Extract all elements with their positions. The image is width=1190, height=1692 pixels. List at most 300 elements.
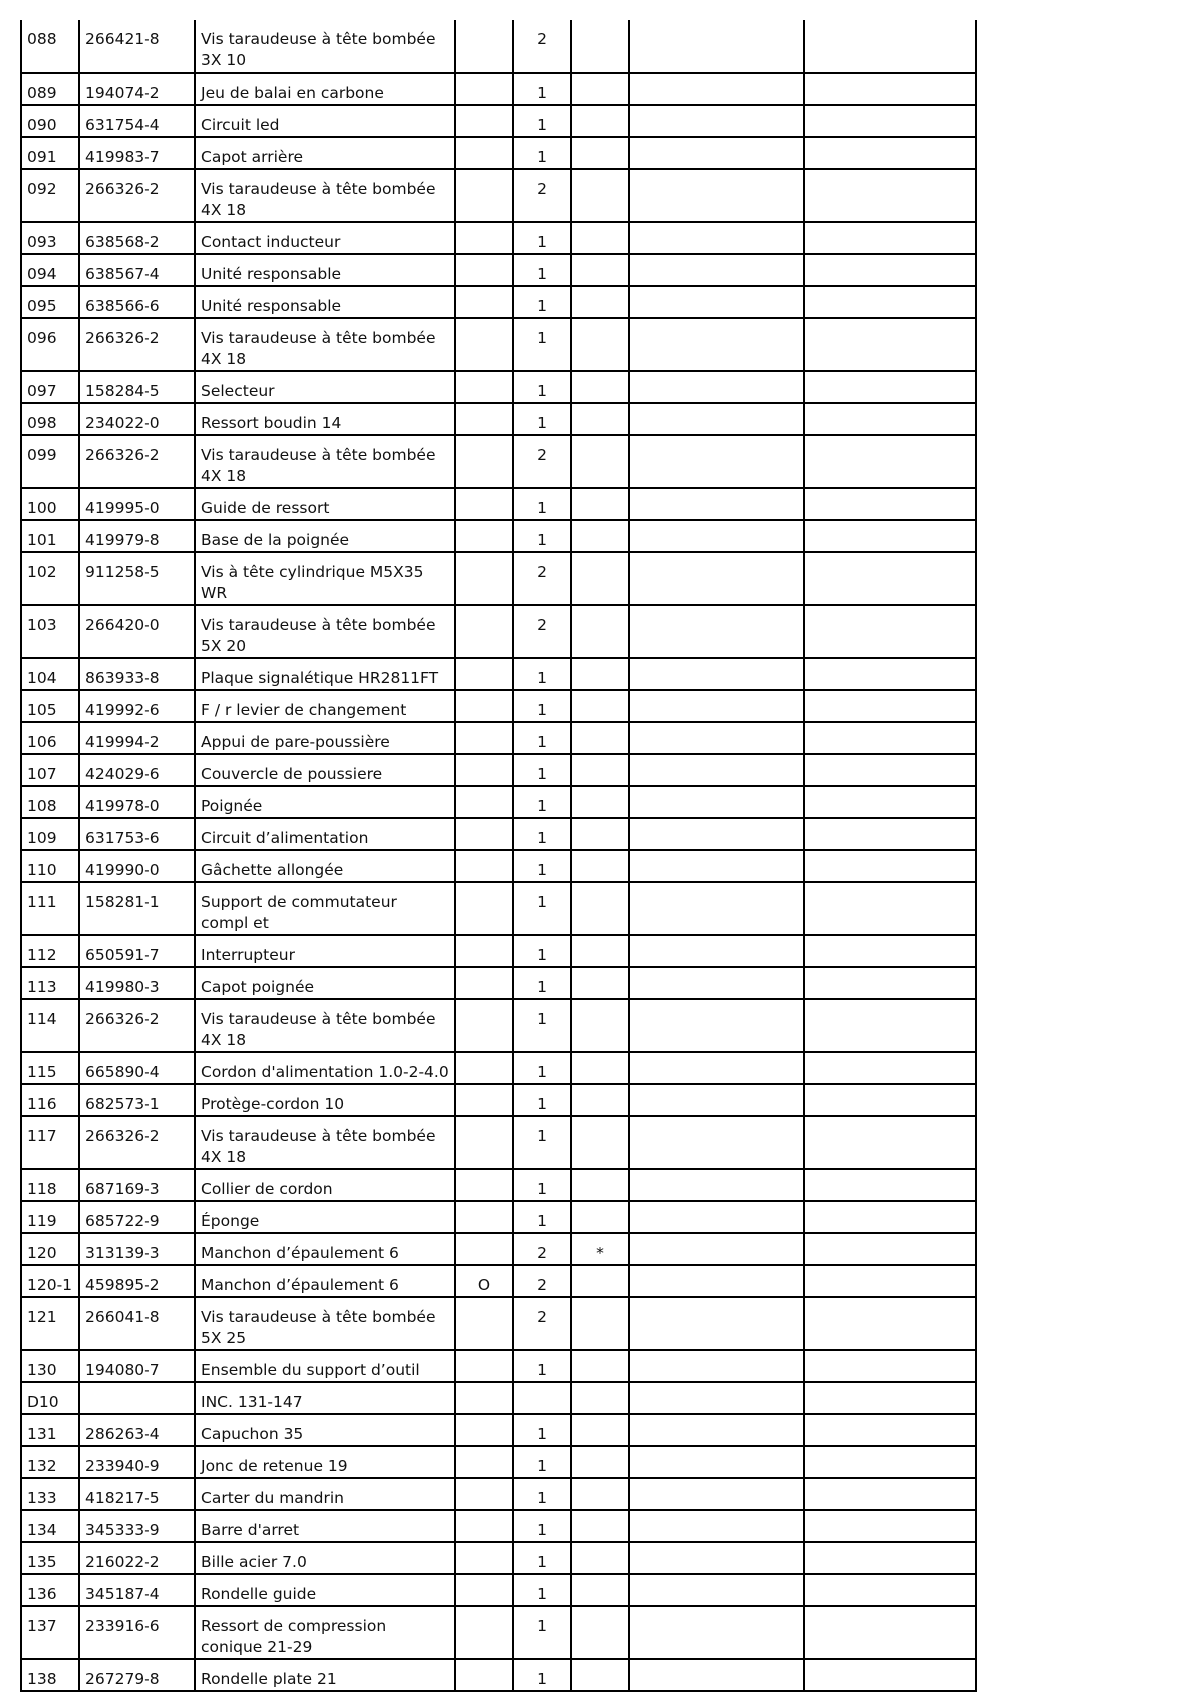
empty-cell-b <box>804 935 976 967</box>
part-number-cell: 419983-7 <box>79 137 195 169</box>
item-number-cell: 138 <box>21 1659 79 1691</box>
note-cell <box>571 1297 629 1350</box>
part-number-cell: 286263-4 <box>79 1414 195 1446</box>
part-number-cell: 158281-1 <box>79 882 195 935</box>
empty-cell-a <box>629 1446 804 1478</box>
note-cell <box>571 882 629 935</box>
description-cell: Ensemble du support d’outil <box>195 1350 455 1382</box>
part-number-cell: 424029-6 <box>79 754 195 786</box>
part-number-cell: 194074-2 <box>79 73 195 105</box>
flag-cell <box>455 20 513 73</box>
flag-cell <box>455 1116 513 1169</box>
empty-cell-a <box>629 1084 804 1116</box>
empty-cell-a <box>629 850 804 882</box>
empty-cell-a <box>629 286 804 318</box>
table-row <box>21 286 976 318</box>
table-row <box>21 1574 976 1606</box>
part-number-cell: 345187-4 <box>79 1574 195 1606</box>
item-number-cell: 094 <box>21 254 79 286</box>
quantity-cell: 1 <box>513 690 571 722</box>
description-cell: Interrupteur <box>195 935 455 967</box>
part-number-cell: 158284-5 <box>79 371 195 403</box>
empty-cell-a <box>629 1201 804 1233</box>
item-number-cell: 137 <box>21 1606 79 1659</box>
description-cell: Selecteur <box>195 371 455 403</box>
empty-cell-a <box>629 1265 804 1297</box>
flag-cell <box>455 318 513 371</box>
flag-cell <box>455 722 513 754</box>
table-row <box>21 999 976 1052</box>
flag-cell <box>455 882 513 935</box>
flag-cell <box>455 818 513 850</box>
empty-cell-b <box>804 435 976 488</box>
note-cell <box>571 967 629 999</box>
empty-cell-b <box>804 318 976 371</box>
part-number-cell: 194080-7 <box>79 1350 195 1382</box>
flag-cell <box>455 1084 513 1116</box>
flag-cell <box>455 488 513 520</box>
item-number-cell: 095 <box>21 286 79 318</box>
item-number-cell: 097 <box>21 371 79 403</box>
note-cell <box>571 105 629 137</box>
description-cell: Unité responsable <box>195 254 455 286</box>
description-cell: Carter du mandrin <box>195 1478 455 1510</box>
empty-cell-a <box>629 1606 804 1659</box>
flag-cell <box>455 1478 513 1510</box>
empty-cell-a <box>629 658 804 690</box>
quantity-cell: 2 <box>513 435 571 488</box>
flag-cell <box>455 286 513 318</box>
quantity-cell: 1 <box>513 1606 571 1659</box>
item-number-cell: 116 <box>21 1084 79 1116</box>
item-number-cell: 112 <box>21 935 79 967</box>
quantity-cell: 1 <box>513 935 571 967</box>
table-row <box>21 658 976 690</box>
empty-cell-a <box>629 882 804 935</box>
empty-cell-a <box>629 690 804 722</box>
part-number-cell <box>79 1382 195 1414</box>
empty-cell-b <box>804 488 976 520</box>
quantity-cell: 1 <box>513 1574 571 1606</box>
item-number-cell: 105 <box>21 690 79 722</box>
empty-cell-b <box>804 818 976 850</box>
empty-cell-a <box>629 169 804 222</box>
flag-cell <box>455 1233 513 1265</box>
item-number-cell: 121 <box>21 1297 79 1350</box>
description-cell: Ressort boudin 14 <box>195 403 455 435</box>
quantity-cell: 1 <box>513 786 571 818</box>
table-row <box>21 1052 976 1084</box>
empty-cell-b <box>804 1478 976 1510</box>
description-cell: Manchon d’épaulement 6 <box>195 1265 455 1297</box>
part-number-cell: 233916-6 <box>79 1606 195 1659</box>
flag-cell <box>455 690 513 722</box>
note-cell <box>571 1510 629 1542</box>
table-row <box>21 1084 976 1116</box>
empty-cell-b <box>804 1542 976 1574</box>
note-cell <box>571 73 629 105</box>
table-row <box>21 318 976 371</box>
flag-cell <box>455 786 513 818</box>
empty-cell-b <box>804 850 976 882</box>
note-cell <box>571 403 629 435</box>
table-row <box>21 1606 976 1659</box>
item-number-cell: 102 <box>21 552 79 605</box>
note-cell <box>571 1414 629 1446</box>
item-number-cell: 090 <box>21 105 79 137</box>
empty-cell-a <box>629 403 804 435</box>
flag-cell <box>455 520 513 552</box>
empty-cell-b <box>804 1574 976 1606</box>
table-row <box>21 1201 976 1233</box>
description-cell: Capot poignée <box>195 967 455 999</box>
item-number-cell: 107 <box>21 754 79 786</box>
part-number-cell: 419978-0 <box>79 786 195 818</box>
part-number-cell: 266420-0 <box>79 605 195 658</box>
item-number-cell: 100 <box>21 488 79 520</box>
description-cell: Capot arrière <box>195 137 455 169</box>
flag-cell: O <box>455 1265 513 1297</box>
quantity-cell: 1 <box>513 999 571 1052</box>
note-cell <box>571 1606 629 1659</box>
description-cell: Vis taraudeuse à tête bombée 4X 18 <box>195 435 455 488</box>
item-number-cell: 108 <box>21 786 79 818</box>
table-row <box>21 1350 976 1382</box>
item-number-cell: 120 <box>21 1233 79 1265</box>
description-cell: Cordon d'alimentation 1.0-2-4.0 <box>195 1052 455 1084</box>
description-cell: Éponge <box>195 1201 455 1233</box>
note-cell <box>571 222 629 254</box>
empty-cell-a <box>629 222 804 254</box>
description-cell: Vis taraudeuse à tête bombée 4X 18 <box>195 169 455 222</box>
empty-cell-b <box>804 1606 976 1659</box>
empty-cell-a <box>629 435 804 488</box>
empty-cell-b <box>804 1233 976 1265</box>
table-row <box>21 435 976 488</box>
flag-cell <box>455 254 513 286</box>
part-number-cell: 631753-6 <box>79 818 195 850</box>
note-cell <box>571 1265 629 1297</box>
part-number-cell: 234022-0 <box>79 403 195 435</box>
empty-cell-b <box>804 1510 976 1542</box>
table-row <box>21 137 976 169</box>
description-cell: Rondelle plate 21 <box>195 1659 455 1691</box>
table-row <box>21 1542 976 1574</box>
empty-cell-b <box>804 754 976 786</box>
table-row <box>21 20 976 73</box>
table-row <box>21 818 976 850</box>
table-row <box>21 254 976 286</box>
quantity-cell: 1 <box>513 1446 571 1478</box>
parts-table-body <box>21 20 976 1691</box>
item-number-cell: 093 <box>21 222 79 254</box>
table-row <box>21 105 976 137</box>
part-number-cell: 459895-2 <box>79 1265 195 1297</box>
note-cell <box>571 999 629 1052</box>
item-number-cell: 115 <box>21 1052 79 1084</box>
quantity-cell: 1 <box>513 967 571 999</box>
empty-cell-b <box>804 605 976 658</box>
item-number-cell: D10 <box>21 1382 79 1414</box>
empty-cell-b <box>804 1414 976 1446</box>
description-cell: Base de la poignée <box>195 520 455 552</box>
item-number-cell: 091 <box>21 137 79 169</box>
item-number-cell: 134 <box>21 1510 79 1542</box>
quantity-cell: 1 <box>513 1510 571 1542</box>
quantity-cell: 1 <box>513 520 571 552</box>
empty-cell-a <box>629 1414 804 1446</box>
part-number-cell: 266326-2 <box>79 318 195 371</box>
note-cell <box>571 1052 629 1084</box>
item-number-cell: 118 <box>21 1169 79 1201</box>
note-cell <box>571 935 629 967</box>
part-number-cell: 419979-8 <box>79 520 195 552</box>
part-number-cell: 665890-4 <box>79 1052 195 1084</box>
part-number-cell: 266326-2 <box>79 1116 195 1169</box>
item-number-cell: 117 <box>21 1116 79 1169</box>
note-cell <box>571 690 629 722</box>
part-number-cell: 266421-8 <box>79 20 195 73</box>
item-number-cell: 130 <box>21 1350 79 1382</box>
part-number-cell: 419995-0 <box>79 488 195 520</box>
empty-cell-a <box>629 552 804 605</box>
quantity-cell: 2 <box>513 605 571 658</box>
description-cell: Vis taraudeuse à tête bombée 5X 25 <box>195 1297 455 1350</box>
part-number-cell: 419992-6 <box>79 690 195 722</box>
empty-cell-a <box>629 1350 804 1382</box>
empty-cell-a <box>629 1574 804 1606</box>
description-cell: Barre d'arret <box>195 1510 455 1542</box>
empty-cell-b <box>804 403 976 435</box>
flag-cell <box>455 1169 513 1201</box>
description-cell: Contact inducteur <box>195 222 455 254</box>
quantity-cell: 1 <box>513 1169 571 1201</box>
flag-cell <box>455 169 513 222</box>
quantity-cell: 1 <box>513 318 571 371</box>
flag-cell <box>455 1542 513 1574</box>
empty-cell-b <box>804 999 976 1052</box>
item-number-cell: 135 <box>21 1542 79 1574</box>
flag-cell <box>455 999 513 1052</box>
flag-cell <box>455 658 513 690</box>
quantity-cell: 1 <box>513 254 571 286</box>
description-cell: Plaque signalétique HR2811FT <box>195 658 455 690</box>
part-number-cell: 418217-5 <box>79 1478 195 1510</box>
flag-cell <box>455 967 513 999</box>
note-cell <box>571 1446 629 1478</box>
note-cell <box>571 286 629 318</box>
empty-cell-a <box>629 1542 804 1574</box>
quantity-cell: 1 <box>513 137 571 169</box>
empty-cell-b <box>804 1265 976 1297</box>
empty-cell-b <box>804 786 976 818</box>
note-cell <box>571 552 629 605</box>
description-cell: Vis taraudeuse à tête bombée 4X 18 <box>195 1116 455 1169</box>
empty-cell-b <box>804 1382 976 1414</box>
note-cell <box>571 850 629 882</box>
description-cell: Jonc de retenue 19 <box>195 1446 455 1478</box>
note-cell <box>571 137 629 169</box>
empty-cell-a <box>629 754 804 786</box>
quantity-cell: 2 <box>513 1297 571 1350</box>
note-cell <box>571 658 629 690</box>
quantity-cell: 1 <box>513 1201 571 1233</box>
empty-cell-a <box>629 105 804 137</box>
part-number-cell: 863933-8 <box>79 658 195 690</box>
quantity-cell: 1 <box>513 1414 571 1446</box>
part-number-cell: 419990-0 <box>79 850 195 882</box>
flag-cell <box>455 435 513 488</box>
part-number-cell: 638568-2 <box>79 222 195 254</box>
quantity-cell: 2 <box>513 1233 571 1265</box>
quantity-cell: 1 <box>513 1084 571 1116</box>
note-cell <box>571 1084 629 1116</box>
empty-cell-b <box>804 105 976 137</box>
flag-cell <box>455 1446 513 1478</box>
empty-cell-a <box>629 371 804 403</box>
note-cell: * <box>571 1233 629 1265</box>
description-cell: Vis taraudeuse à tête bombée 4X 18 <box>195 318 455 371</box>
flag-cell <box>455 1350 513 1382</box>
empty-cell-a <box>629 488 804 520</box>
part-number-cell: 650591-7 <box>79 935 195 967</box>
note-cell <box>571 754 629 786</box>
quantity-cell: 1 <box>513 1542 571 1574</box>
note-cell <box>571 20 629 73</box>
description-cell: Protège-cordon 10 <box>195 1084 455 1116</box>
note-cell <box>571 1542 629 1574</box>
description-cell: INC. 131-147 <box>195 1382 455 1414</box>
table-row <box>21 690 976 722</box>
quantity-cell: 1 <box>513 754 571 786</box>
item-number-cell: 111 <box>21 882 79 935</box>
empty-cell-b <box>804 286 976 318</box>
empty-cell-a <box>629 1478 804 1510</box>
empty-cell-a <box>629 1382 804 1414</box>
empty-cell-b <box>804 520 976 552</box>
item-number-cell: 106 <box>21 722 79 754</box>
part-number-cell: 267279-8 <box>79 1659 195 1691</box>
description-cell: Vis taraudeuse à tête bombée 5X 20 <box>195 605 455 658</box>
empty-cell-b <box>804 1350 976 1382</box>
part-number-cell: 313139-3 <box>79 1233 195 1265</box>
quantity-cell: 1 <box>513 658 571 690</box>
quantity-cell <box>513 1382 571 1414</box>
note-cell <box>571 435 629 488</box>
quantity-cell: 1 <box>513 722 571 754</box>
description-cell: Poignée <box>195 786 455 818</box>
item-number-cell: 103 <box>21 605 79 658</box>
empty-cell-a <box>629 318 804 371</box>
table-row <box>21 403 976 435</box>
note-cell <box>571 1350 629 1382</box>
table-row <box>21 1169 976 1201</box>
table-row <box>21 169 976 222</box>
table-row <box>21 1297 976 1350</box>
quantity-cell: 1 <box>513 1052 571 1084</box>
description-cell: Couvercle de poussiere <box>195 754 455 786</box>
empty-cell-a <box>629 1297 804 1350</box>
empty-cell-b <box>804 169 976 222</box>
note-cell <box>571 318 629 371</box>
flag-cell <box>455 1659 513 1691</box>
empty-cell-b <box>804 1201 976 1233</box>
empty-cell-b <box>804 1084 976 1116</box>
part-number-cell: 638567-4 <box>79 254 195 286</box>
flag-cell <box>455 754 513 786</box>
description-cell: Guide de ressort <box>195 488 455 520</box>
description-cell: Rondelle guide <box>195 1574 455 1606</box>
note-cell <box>571 1478 629 1510</box>
item-number-cell: 104 <box>21 658 79 690</box>
note-cell <box>571 722 629 754</box>
item-number-cell: 088 <box>21 20 79 73</box>
quantity-cell: 2 <box>513 20 571 73</box>
flag-cell <box>455 1606 513 1659</box>
item-number-cell: 099 <box>21 435 79 488</box>
note-cell <box>571 1574 629 1606</box>
empty-cell-b <box>804 222 976 254</box>
description-cell: Vis taraudeuse à tête bombée 3X 10 <box>195 20 455 73</box>
table-row <box>21 222 976 254</box>
empty-cell-b <box>804 1169 976 1201</box>
table-row <box>21 73 976 105</box>
item-number-cell: 133 <box>21 1478 79 1510</box>
part-number-cell: 233940-9 <box>79 1446 195 1478</box>
note-cell <box>571 1116 629 1169</box>
part-number-cell: 266326-2 <box>79 169 195 222</box>
table-row <box>21 605 976 658</box>
table-row <box>21 488 976 520</box>
note-cell <box>571 169 629 222</box>
flag-cell <box>455 403 513 435</box>
description-cell: Jeu de balai en carbone <box>195 73 455 105</box>
description-cell: Support de commutateur compl et <box>195 882 455 935</box>
empty-cell-a <box>629 999 804 1052</box>
empty-cell-a <box>629 935 804 967</box>
note-cell <box>571 1659 629 1691</box>
item-number-cell: 131 <box>21 1414 79 1446</box>
flag-cell <box>455 1414 513 1446</box>
note-cell <box>571 371 629 403</box>
item-number-cell: 119 <box>21 1201 79 1233</box>
part-number-cell: 631754-4 <box>79 105 195 137</box>
empty-cell-b <box>804 967 976 999</box>
empty-cell-b <box>804 20 976 73</box>
item-number-cell: 132 <box>21 1446 79 1478</box>
empty-cell-b <box>804 722 976 754</box>
description-cell: Circuit d’alimentation <box>195 818 455 850</box>
table-row <box>21 850 976 882</box>
description-cell: Circuit led <box>195 105 455 137</box>
note-cell <box>571 818 629 850</box>
flag-cell <box>455 1574 513 1606</box>
quantity-cell: 2 <box>513 169 571 222</box>
flag-cell <box>455 1510 513 1542</box>
empty-cell-b <box>804 552 976 605</box>
empty-cell-a <box>629 1116 804 1169</box>
description-cell: Unité responsable <box>195 286 455 318</box>
description-cell: Vis taraudeuse à tête bombée 4X 18 <box>195 999 455 1052</box>
empty-cell-a <box>629 137 804 169</box>
quantity-cell: 1 <box>513 286 571 318</box>
description-cell: Collier de cordon <box>195 1169 455 1201</box>
description-cell: Ressort de compression conique 21-29 <box>195 1606 455 1659</box>
quantity-cell: 1 <box>513 882 571 935</box>
flag-cell <box>455 605 513 658</box>
note-cell <box>571 1382 629 1414</box>
part-number-cell: 266326-2 <box>79 999 195 1052</box>
